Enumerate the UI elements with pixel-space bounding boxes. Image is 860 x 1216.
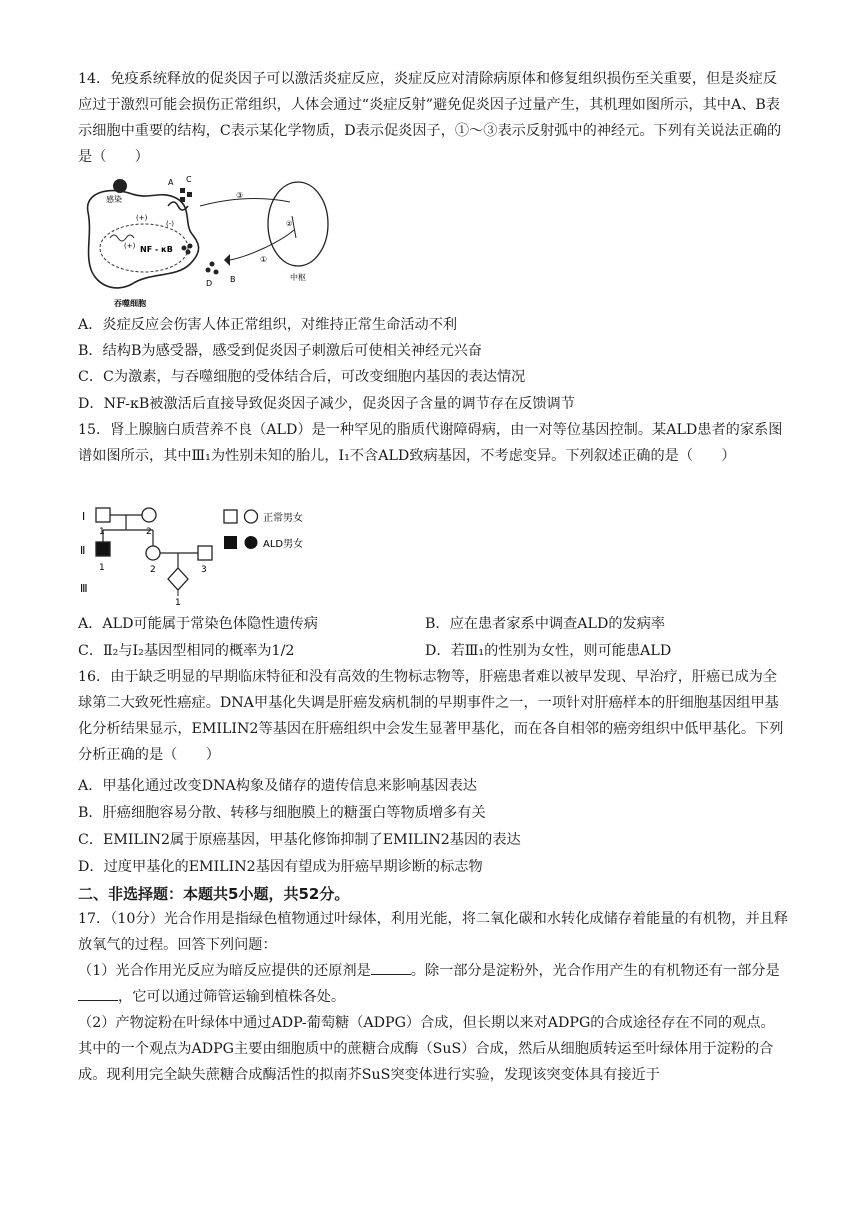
svg-text:1: 1	[99, 527, 105, 537]
q15-option-c: C．Ⅱ₂与Ⅰ₂基因型相同的概率为1/2	[78, 643, 295, 659]
section-2-heading: 二、非选择题：本题共5小题，共52分。	[78, 885, 350, 903]
label-c: C	[186, 175, 192, 184]
q15-option-d: D．若Ⅲ₁的性别为女性，则可能患ALD	[425, 643, 672, 659]
q15-option-a: A．ALD可能属于常染色体隐性遗传病	[78, 616, 318, 632]
center-label: 中枢	[290, 273, 306, 282]
ii2-female	[146, 546, 160, 560]
gen-3-label: Ⅲ	[80, 582, 88, 595]
label-a: A	[168, 178, 174, 187]
ii1-male-affected	[96, 542, 110, 556]
svg-text:2: 2	[150, 565, 156, 575]
q15-stem: 15．肾上腺脑白质营养不良（ALD）是一种罕见的脂质代谢障碍病，由一对等位基因控制。某ALD患者的家系图谱如图所示，其中Ⅲ₁为性别未知的胎儿，Ⅰ₁不含ALD致病基因，不考虑变异。下列叙述正确的是（ ）	[78, 422, 783, 464]
i2-female	[142, 508, 156, 522]
label-b: B	[230, 275, 236, 284]
iii1-unknown	[168, 568, 188, 590]
svg-text:2: 2	[146, 527, 152, 537]
q14-stem: 14．免疫系统释放的促炎因子可以激活炎症反应，炎症反应对清除病原体和修复组织损伤至关重要，但是炎症反应过于激烈可能会损伤正常组织，人体会通过“炎症反射”避免促炎因子过量产生，其机理如图所示，其中A、B表示细胞中重要的结构，C表示某化学物质，D表示促炎因子，①～③表示反射弧中的神经元。下列有关说法正确的是（ ）	[78, 71, 782, 165]
gen-1-label: Ⅰ	[82, 510, 86, 523]
neuron-2	[292, 216, 296, 238]
q16-option-a: A．甲基化通过改变DNA构象及储存的遗传信息来影响基因表达	[78, 778, 477, 794]
label-d: D	[206, 279, 213, 288]
q16-option-c: C．EMILIN2属于原癌基因，甲基化修饰抑制了EMILIN2基因的表达	[78, 832, 521, 848]
legend-ald: ALD男女	[263, 539, 304, 550]
q15-option-b: B．应在患者家系中调查ALD的发病率	[425, 616, 666, 632]
macrophage-label: 吞噬细胞	[114, 299, 146, 308]
q14-option-c: C．C为激素，与吞噬细胞的受体结合后，可改变细胞内基因的表达情况	[78, 369, 526, 385]
pathogen-dot	[113, 179, 127, 193]
plus-label-1: (+)	[136, 214, 148, 222]
q14-option-b: B．结构B为感受器，感受到促炎因子刺激后可使相关神经元兴奋	[78, 343, 482, 359]
macrophage-outline	[88, 191, 199, 288]
q16-option-d: D．过度甲基化的EMILIN2基因有望成为肝癌早期诊断的标志物	[78, 859, 483, 875]
q15-pedigree	[80, 502, 340, 606]
gen-2-label: Ⅱ	[80, 544, 86, 557]
i1-male	[96, 508, 110, 522]
svg-text:1: 1	[99, 563, 105, 573]
nfkb-label: NF - κB	[140, 245, 173, 254]
q17-sub1: （1）光合作用光反应为暗反应提供的还原剂是 。除一部分是淀粉外，光合作用产生的有机物还有一部分是，它可以通过筛管运输到植株各处。	[78, 958, 788, 1010]
ii3-male	[198, 546, 212, 560]
q16-option-b: B．肝癌细胞容易分散、转移与细胞膜上的糖蛋白等物质增多有关	[78, 805, 486, 821]
q17-stem: 17．（10分）光合作用是指绿色植物通过叶绿体，利用光能，将二氧化碳和水转化成储存着能量的有机物，并且释放氧气的过程。回答下列问题：	[78, 911, 789, 953]
center-circle	[268, 182, 328, 266]
minus-label: (-)	[166, 220, 174, 228]
plus-label-2: (+)	[124, 242, 136, 250]
svg-text:3: 3	[201, 565, 207, 575]
neuron-2-label: ②	[286, 220, 293, 228]
q14-option-d: D．NF-κB被激活后直接导致促炎因子减少，促炎因子含量的调节存在反馈调节	[78, 396, 575, 412]
neuron-1-label: ①	[260, 255, 268, 264]
answer-blank-2[interactable]	[78, 986, 118, 1001]
answer-blank-1[interactable]	[371, 960, 411, 975]
dna-symbol	[110, 235, 134, 241]
q14-option-a: A．炎症反应会伤害人体正常组织，对维持正常生命活动不利	[78, 317, 458, 333]
q17-sub2: （2）产物淀粉在叶绿体中通过ADP-葡萄糖（ADPG）合成，但长期以来对ADPG的合成途径存在不同的观点。其中的一个观点为ADPG主要由细胞质中的蔗糖合成酶（SuS）合成，然后从细胞质转运至叶绿体用于淀粉的合成。现利用完全缺失蔗糖合成酶活性的拟南芥SuS突变体进行实验，发现该突变体具有接近于	[78, 1015, 775, 1083]
legend-normal: 正常男女	[263, 513, 303, 524]
svg-text:1: 1	[175, 598, 181, 606]
receptor-b	[224, 254, 230, 266]
neuron-3	[200, 199, 290, 206]
q14-figure	[80, 172, 330, 310]
infection-label: 感染	[106, 195, 122, 204]
q16-stem: 16．由于缺乏明显的早期临床特征和没有高效的生物标志物等，肝癌患者难以被早发现、早治疗，肝癌已成为全球第二大致死性癌症。DNA甲基化失调是肝癌发病机制的早期事件之一，一项针对肝癌样本的肝细胞基因组甲基化分析结果显示，EMILIN2等基因在肝癌组织中会发生显著甲基化，而在各自相邻的癌旁组织中低甲基化。下列分析正确的是（ ）	[78, 669, 784, 763]
neuron-3-label: ③	[236, 191, 244, 200]
